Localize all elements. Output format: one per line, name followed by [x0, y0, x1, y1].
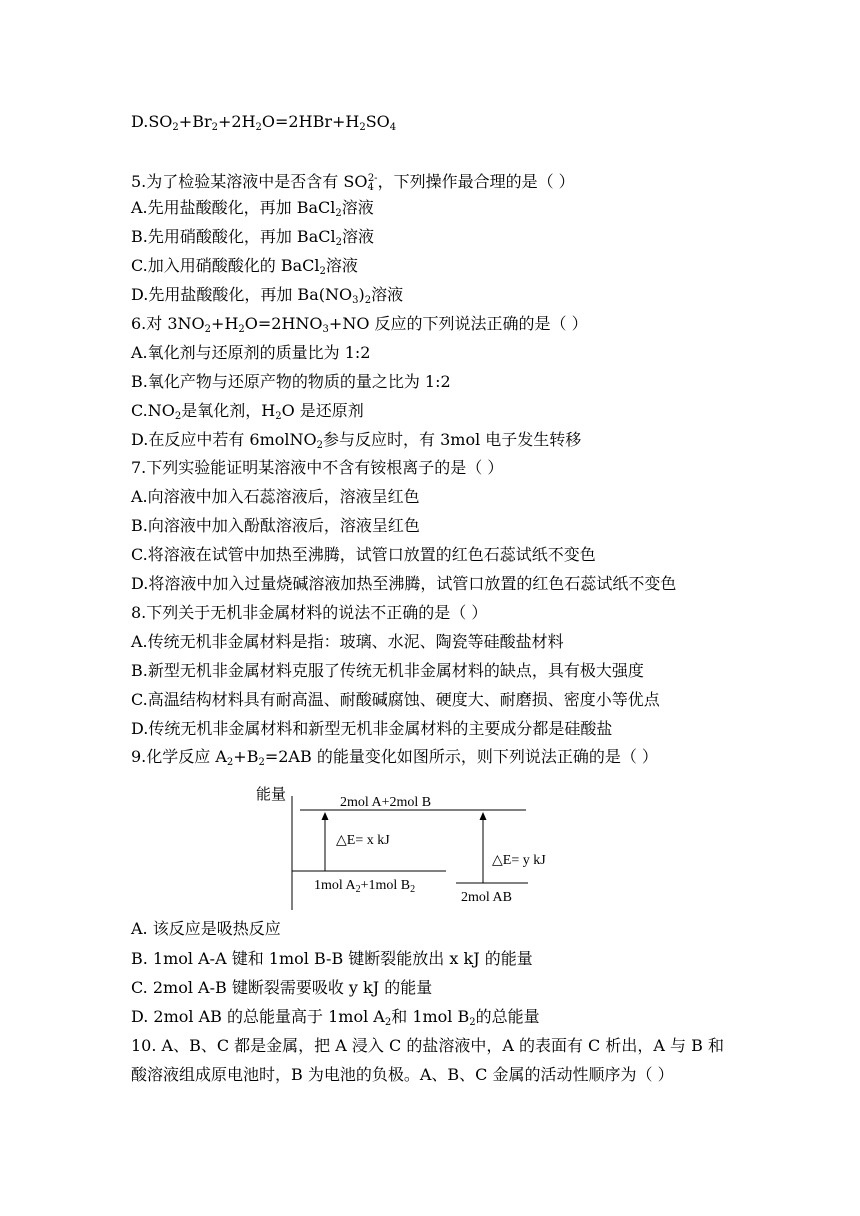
subscript: 2	[359, 122, 366, 133]
q9-option-c: C. 2mol A-B 键断裂需要吸收 y kJ 的能量	[131, 978, 433, 997]
q7-option-b: B.向溶液中加入酚酞溶液后，溶液呈红色	[131, 516, 420, 535]
q6-option-c	[131, 400, 364, 428]
text: B.先用硝酸酸化，再加 BaCl	[131, 227, 336, 246]
text: C.加入用硝酸酸化的 BaCl	[131, 256, 320, 275]
text: 和 1mol B	[391, 1007, 470, 1026]
q8-option-d: D.传统无机非金属材料和新型无机非金属材料的主要成分都是硅酸盐	[131, 719, 613, 738]
question-6	[131, 313, 588, 341]
energy-diagram	[252, 782, 582, 912]
subscript: 2	[316, 440, 324, 451]
subscript: 2	[172, 122, 179, 133]
q4-option-d	[131, 111, 396, 139]
text: +2H	[217, 112, 256, 131]
q7-option-a: A.向溶液中加入石蕊溶液后，溶液呈红色	[131, 487, 420, 506]
subscript: 3	[352, 295, 359, 306]
text: 参与反应时，有 3mol 电子发生转移	[323, 430, 582, 449]
q7-option-d: D.将溶液中加入过量烧碱溶液加热至沸腾，试管口放置的红色石蕊试纸不变色	[131, 574, 677, 593]
subscript: 2	[238, 324, 245, 335]
text: 溶液	[325, 256, 358, 275]
text: 溶液	[371, 285, 404, 304]
subscript: 2	[335, 208, 342, 219]
text: 溶液	[341, 198, 374, 217]
text: 溶液	[341, 227, 374, 246]
text: C.NO	[131, 401, 175, 420]
text: =2AB 的能量变化如图所示，则下列说法正确的是（ ）	[264, 747, 658, 766]
subscript: 2	[469, 1017, 476, 1028]
arrow-x-head	[322, 812, 329, 820]
text: SO	[365, 112, 390, 131]
subscript: 2	[384, 1017, 392, 1028]
q6-option-a: A.氧化剂与还原剂的质量比为 1:2	[131, 343, 371, 362]
subscript: 2	[174, 411, 182, 422]
q9-option-d	[131, 1006, 540, 1034]
q9-option-a: A. 该反应是吸热反应	[131, 919, 281, 938]
text: ，下列操作最合理的是（ ）	[377, 172, 575, 191]
delta-y-label: △E= y kJ	[492, 853, 546, 868]
question-5	[131, 168, 575, 199]
question-10-line-2: 酸溶液组成原电池时，B 为电池的负极。A、B、C 金属的活动性顺序为（ ）	[131, 1065, 674, 1084]
text: D.在反应中若有 6molNO	[131, 430, 317, 449]
text: A.先用盐酸酸化，再加 BaCl	[131, 198, 336, 217]
text: O=2HNO	[244, 314, 323, 333]
text: O 是还原剂	[281, 401, 364, 420]
q8-option-c: C.高温结构材料具有耐高温、耐酸碱腐蚀、硬度大、耐磨损、密度小等优点	[131, 690, 660, 709]
subscript: 2	[255, 122, 262, 133]
arrow-y-head	[480, 812, 487, 820]
q5-option-c	[131, 255, 358, 283]
text: D. 2mol AB 的总能量高于 1mol A	[131, 1007, 385, 1026]
text: +H	[211, 314, 239, 333]
subscript: 3	[322, 324, 329, 335]
delta-x-label: △E= x kJ	[336, 833, 390, 848]
reactants-label: 1mol $A_2+1mol$ $B_2$	[314, 878, 416, 895]
text: )	[358, 285, 365, 304]
subscript: 2	[204, 324, 212, 335]
q6-option-d	[131, 429, 581, 457]
products-label: 2mol AB	[461, 890, 512, 905]
text: +Br	[178, 112, 212, 131]
subscript: 4	[389, 122, 397, 133]
subscript: 4	[367, 182, 374, 193]
q6-option-b: B.氧化产物与还原产物的物质的量之比为 1:2	[131, 372, 451, 391]
text: 是氧化剂，H	[181, 401, 276, 420]
y-axis-label: 能量	[256, 787, 287, 803]
q7-option-c: C.将溶液在试管中加热至沸腾，试管口放置的红色石蕊试纸不变色	[131, 545, 596, 564]
text: 5.为了检验某溶液中是否含有 SO	[131, 172, 368, 191]
q8-option-b: B.新型无机非金属材料克服了传统无机非金属材料的缺点，具有极大强度	[131, 661, 644, 680]
subscript: 2	[258, 757, 265, 768]
text: 9.化学反应 A	[131, 747, 227, 766]
text: O=2HBr+H	[261, 112, 360, 131]
text: 的总能量	[475, 1007, 540, 1026]
top-level-label: 2mol A+2mol B	[340, 795, 432, 810]
text: 6.对 3NO	[131, 314, 205, 333]
subscript: 2	[319, 266, 326, 277]
q5-option-d	[131, 284, 403, 312]
q5-option-b	[131, 226, 374, 254]
superscript: 2-	[367, 173, 378, 184]
text: +B	[233, 747, 259, 766]
subscript: 2	[211, 122, 218, 133]
subscript: 2	[226, 757, 234, 768]
q8-option-a: A.传统无机非金属材料是指：玻璃、水泥、陶瓷等硅酸盐材料	[131, 632, 564, 651]
question-9	[131, 746, 658, 774]
text: D.先用盐酸酸化，再加 Ba(NO	[131, 285, 353, 304]
q9-option-b: B. 1mol A-A 键和 1mol B-B 键断裂能放出 x kJ 的能量	[131, 949, 533, 968]
question-10-line-1: 10. A、B、C 都是金属，把 A 浸入 C 的盐溶液中，A 的表面有 C 析出，A 与 B 和	[131, 1036, 724, 1055]
text: +NO 反应的下列说法正确的是（ ）	[328, 314, 588, 333]
subscript: 2	[275, 411, 282, 422]
q5-option-a	[131, 197, 374, 225]
question-8: 8.下列关于无机非金属材料的说法不正确的是（ ）	[131, 603, 488, 622]
subscript: 2	[364, 295, 372, 306]
question-7: 7.下列实验能证明某溶液中不含有铵根离子的是（ ）	[131, 458, 504, 477]
subscript: 2	[335, 237, 342, 248]
text: D.SO	[131, 112, 173, 131]
